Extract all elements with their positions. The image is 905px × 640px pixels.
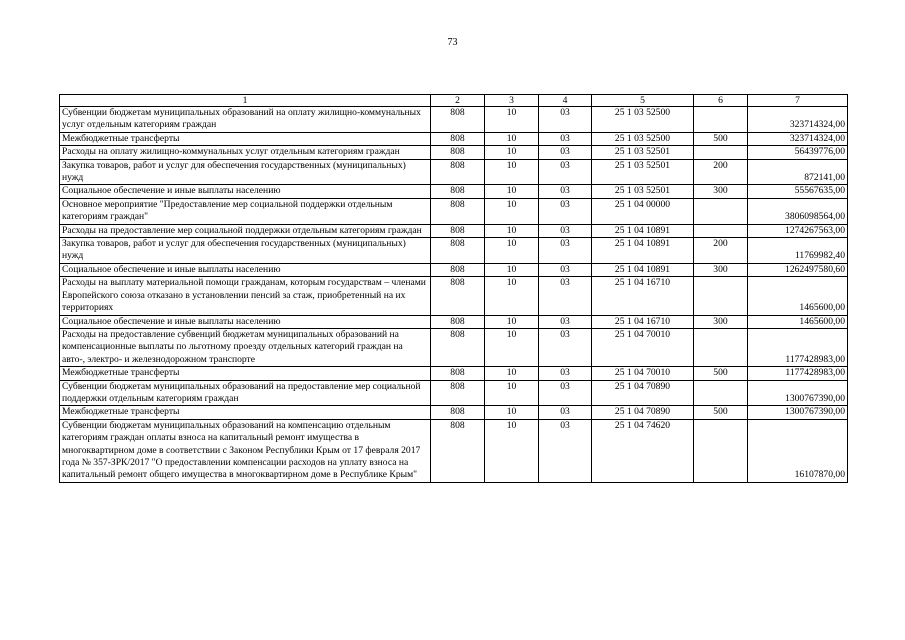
- row-section-cell: 10: [485, 132, 539, 145]
- row-subsection-cell: 03: [539, 159, 592, 185]
- row-name-cell: Субвенции бюджетам муниципальных образований на предоставление мер социальной поддержки отдельным категориям граждан: [60, 380, 431, 406]
- row-amount-cell: 55567635,00: [748, 185, 848, 198]
- row-amount-cell: 1465600,00: [748, 277, 848, 315]
- row-subsection-cell: 03: [539, 380, 592, 406]
- table-row: [60, 406, 848, 419]
- row-grbs-cell: 808: [431, 315, 485, 328]
- row-expense-type-cell: [694, 328, 748, 366]
- row-grbs-cell: 808: [431, 419, 485, 482]
- row-grbs-cell: 808: [431, 132, 485, 145]
- row-target-article-cell: 25 1 04 10891: [592, 224, 694, 237]
- row-name-cell: Социальное обеспечение и иные выплаты населению: [60, 263, 431, 276]
- row-subsection-cell: 03: [539, 406, 592, 419]
- row-amount-cell: 3806098564,00: [748, 198, 848, 224]
- row-subsection-cell: 03: [539, 419, 592, 482]
- row-target-article-cell: 25 1 03 52501: [592, 146, 694, 159]
- row-amount-cell: 11769982,40: [748, 238, 848, 264]
- row-name-cell: Расходы на оплату жилищно-коммунальных услуг отдельным категориям граждан: [60, 146, 431, 159]
- row-target-article-cell: 25 1 04 74620: [592, 419, 694, 482]
- table-row: [60, 328, 848, 366]
- row-grbs-cell: 808: [431, 198, 485, 224]
- header-cell: 5: [592, 95, 694, 107]
- header-cell: 3: [485, 95, 539, 107]
- row-section-cell: 10: [485, 315, 539, 328]
- row-subsection-cell: 03: [539, 263, 592, 276]
- row-expense-type-cell: [694, 380, 748, 406]
- row-amount-cell: 323714324,00: [748, 107, 848, 133]
- row-expense-type-cell: 200: [694, 238, 748, 264]
- row-grbs-cell: 808: [431, 380, 485, 406]
- row-target-article-cell: 25 1 04 70010: [592, 367, 694, 380]
- row-grbs-cell: 808: [431, 107, 485, 133]
- row-target-article-cell: 25 1 04 70890: [592, 380, 694, 406]
- row-amount-cell: 323714324,00: [748, 132, 848, 145]
- row-grbs-cell: 808: [431, 224, 485, 237]
- table-row: [60, 107, 848, 133]
- row-name-cell: Расходы на предоставление мер социальной поддержки отдельным категориям граждан: [60, 224, 431, 237]
- row-name-cell: Межбюджетные трансферты: [60, 132, 431, 145]
- row-grbs-cell: 808: [431, 159, 485, 185]
- row-amount-cell: 56439776,00: [748, 146, 848, 159]
- table-row: [60, 198, 848, 224]
- row-expense-type-cell: 300: [694, 185, 748, 198]
- row-section-cell: 10: [485, 328, 539, 366]
- row-amount-cell: 1177428983,00: [748, 367, 848, 380]
- row-subsection-cell: 03: [539, 146, 592, 159]
- row-amount-cell: 872141,00: [748, 159, 848, 185]
- row-target-article-cell: 25 1 03 52500: [592, 132, 694, 145]
- row-name-cell: Закупка товаров, работ и услуг для обеспечения государственных (муниципальных) нужд: [60, 238, 431, 264]
- row-expense-type-cell: 500: [694, 406, 748, 419]
- row-target-article-cell: 25 1 04 10891: [592, 263, 694, 276]
- row-expense-type-cell: 500: [694, 132, 748, 145]
- row-section-cell: 10: [485, 198, 539, 224]
- row-amount-cell: 1300767390,00: [748, 406, 848, 419]
- row-subsection-cell: 03: [539, 198, 592, 224]
- table-row: [60, 367, 848, 380]
- table-row: [60, 185, 848, 198]
- row-target-article-cell: 25 1 03 52501: [592, 185, 694, 198]
- row-target-article-cell: 25 1 03 52500: [592, 107, 694, 133]
- row-expense-type-cell: [694, 146, 748, 159]
- budget-table: [59, 94, 848, 483]
- row-grbs-cell: 808: [431, 406, 485, 419]
- row-expense-type-cell: [694, 198, 748, 224]
- row-subsection-cell: 03: [539, 315, 592, 328]
- row-section-cell: 10: [485, 419, 539, 482]
- row-target-article-cell: 25 1 04 70010: [592, 328, 694, 366]
- table-row: [60, 224, 848, 237]
- row-grbs-cell: 808: [431, 367, 485, 380]
- row-target-article-cell: 25 1 03 52501: [592, 159, 694, 185]
- row-subsection-cell: 03: [539, 132, 592, 145]
- row-expense-type-cell: [694, 277, 748, 315]
- row-section-cell: 10: [485, 263, 539, 276]
- row-amount-cell: 1177428983,00: [748, 328, 848, 366]
- row-section-cell: 10: [485, 277, 539, 315]
- row-section-cell: 10: [485, 238, 539, 264]
- row-target-article-cell: 25 1 04 16710: [592, 315, 694, 328]
- table-row: [60, 419, 848, 482]
- row-expense-type-cell: [694, 419, 748, 482]
- row-grbs-cell: 808: [431, 328, 485, 366]
- row-amount-cell: 1274267563,00: [748, 224, 848, 237]
- table-row: [60, 315, 848, 328]
- row-subsection-cell: 03: [539, 367, 592, 380]
- row-subsection-cell: 03: [539, 224, 592, 237]
- row-expense-type-cell: [694, 224, 748, 237]
- row-name-cell: Основное мероприятие "Предоставление мер социальной поддержки отдельным категориям граждан": [60, 198, 431, 224]
- header-cell: 7: [748, 95, 848, 107]
- row-subsection-cell: 03: [539, 328, 592, 366]
- row-amount-cell: 1465600,00: [748, 315, 848, 328]
- row-target-article-cell: 25 1 04 10891: [592, 238, 694, 264]
- header-cell: 6: [694, 95, 748, 107]
- page-number: 73: [447, 37, 458, 48]
- table-row: [60, 159, 848, 185]
- row-subsection-cell: 03: [539, 238, 592, 264]
- row-name-cell: Межбюджетные трансферты: [60, 406, 431, 419]
- row-grbs-cell: 808: [431, 238, 485, 264]
- row-subsection-cell: 03: [539, 277, 592, 315]
- row-section-cell: 10: [485, 224, 539, 237]
- row-amount-cell: 1262497580,60: [748, 263, 848, 276]
- row-name-cell: Закупка товаров, работ и услуг для обеспечения государственных (муниципальных) нужд: [60, 159, 431, 185]
- table-header-row: [60, 95, 848, 107]
- row-expense-type-cell: 200: [694, 159, 748, 185]
- row-name-cell: Субвенции бюджетам муниципальных образований на оплату жилищно-коммунальных услуг отдельным категориям граждан: [60, 107, 431, 133]
- header-cell: 2: [431, 95, 485, 107]
- row-name-cell: Социальное обеспечение и иные выплаты населению: [60, 185, 431, 198]
- row-name-cell: Расходы на выплату материальной помощи гражданам, которым государствам – членами Европейского союза отказано в установлении пенсий за стаж, приобретенный на их территориях: [60, 277, 431, 315]
- row-name-cell: Расходы на предоставление субвенций бюджетам муниципальных образований на компенсационные выплаты по льготному проезду отдельных категорий граждан на авто-, электро- и железнодорожном транспорте: [60, 328, 431, 366]
- row-name-cell: Межбюджетные трансферты: [60, 367, 431, 380]
- table-row: [60, 132, 848, 145]
- row-section-cell: 10: [485, 380, 539, 406]
- row-name-cell: Субвенции бюджетам муниципальных образований на компенсацию отдельным категориям граждан оплаты взноса на капитальный ремонт имущества в многоквартирном доме в соответствии с Законом Республики Крым от 17 февраля 2017 года № 357-ЗРК/2017 "О предоставлении компенсации расходов на уплату взноса на капитальный ремонт общего имущества в многоквартирном доме в Республике Крым": [60, 419, 431, 482]
- row-grbs-cell: 808: [431, 263, 485, 276]
- row-target-article-cell: 25 1 04 70890: [592, 406, 694, 419]
- header-cell: 4: [539, 95, 592, 107]
- row-amount-cell: 1300767390,00: [748, 380, 848, 406]
- row-target-article-cell: 25 1 04 16710: [592, 277, 694, 315]
- table-row: [60, 380, 848, 406]
- row-expense-type-cell: [694, 107, 748, 133]
- table-row: [60, 263, 848, 276]
- row-expense-type-cell: 300: [694, 263, 748, 276]
- row-section-cell: 10: [485, 185, 539, 198]
- row-section-cell: 10: [485, 146, 539, 159]
- row-name-cell: Социальное обеспечение и иные выплаты населению: [60, 315, 431, 328]
- row-expense-type-cell: 300: [694, 315, 748, 328]
- row-section-cell: 10: [485, 107, 539, 133]
- header-cell: 1: [60, 95, 431, 107]
- table-row: [60, 146, 848, 159]
- row-grbs-cell: 808: [431, 146, 485, 159]
- row-subsection-cell: 03: [539, 107, 592, 133]
- row-subsection-cell: 03: [539, 185, 592, 198]
- table-row: [60, 277, 848, 315]
- row-expense-type-cell: 500: [694, 367, 748, 380]
- row-grbs-cell: 808: [431, 185, 485, 198]
- row-amount-cell: 16107870,00: [748, 419, 848, 482]
- row-grbs-cell: 808: [431, 277, 485, 315]
- row-section-cell: 10: [485, 406, 539, 419]
- table-row: [60, 238, 848, 264]
- row-target-article-cell: 25 1 04 00000: [592, 198, 694, 224]
- row-section-cell: 10: [485, 159, 539, 185]
- row-section-cell: 10: [485, 367, 539, 380]
